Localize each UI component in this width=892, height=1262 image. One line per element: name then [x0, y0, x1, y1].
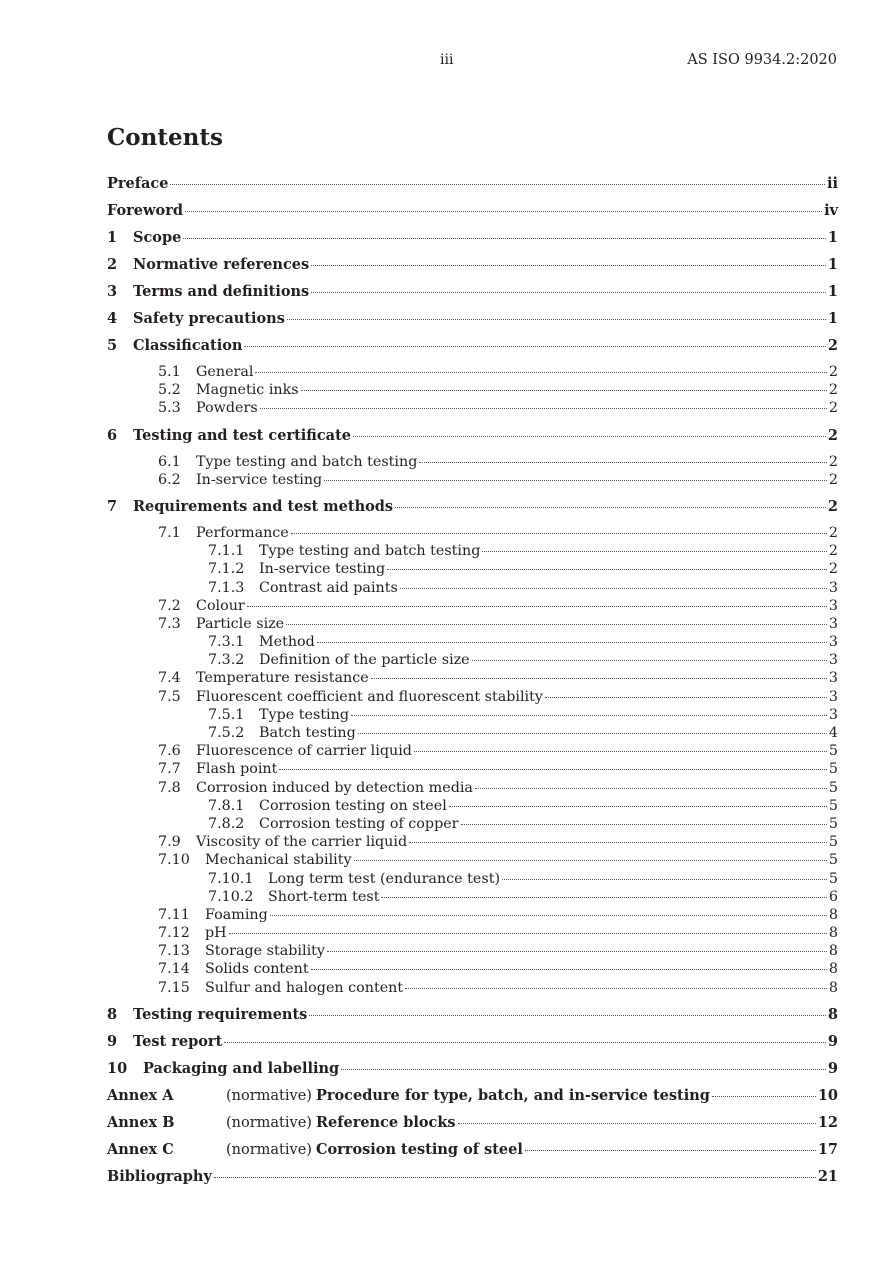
- toc-entry-page: 12: [817, 1113, 838, 1131]
- toc-entry-number: 7.10.2: [208, 888, 254, 905]
- toc-entry-normative: (normative): [226, 1141, 312, 1158]
- toc-leader-dots: [414, 751, 827, 752]
- toc-entry[interactable]: [107, 833, 838, 851]
- toc-entry-title: Storage stability: [205, 943, 325, 960]
- toc-leader-dots: [247, 606, 827, 607]
- toc-leader-dots: [712, 1096, 816, 1097]
- toc-entry-page: iv: [824, 202, 838, 219]
- toc-entry[interactable]: [107, 870, 838, 888]
- toc-entry[interactable]: [107, 597, 838, 615]
- toc-leader-dots: [270, 915, 827, 916]
- toc-entry[interactable]: [107, 542, 838, 560]
- toc-entry-page: 5: [828, 870, 838, 887]
- toc-entry-number: 7: [107, 497, 118, 515]
- toc-leader-dots: [472, 660, 827, 661]
- toc-entry[interactable]: [107, 1113, 838, 1140]
- toc-leader-dots: [311, 265, 826, 266]
- toc-entry[interactable]: [107, 651, 838, 669]
- toc-entry-number: 5.3: [158, 400, 181, 417]
- toc-entry-title: pH: [205, 925, 227, 942]
- page-title: Contents: [107, 124, 223, 151]
- toc-leader-dots: [311, 292, 826, 293]
- toc-entry-title: Corrosion testing of steel: [315, 1140, 523, 1158]
- toc-entry-number: 3: [107, 283, 118, 300]
- toc-entry-page: 2: [828, 400, 838, 417]
- toc-leader-dots: [458, 1123, 816, 1124]
- toc-leader-dots: [387, 569, 827, 570]
- toc-entry[interactable]: [107, 815, 838, 833]
- toc-entry[interactable]: [107, 1005, 838, 1032]
- toc-entry-title: Procedure for type, batch, and in-service testing: [315, 1086, 710, 1104]
- toc-leader-dots: [244, 346, 825, 347]
- toc-entry-number: 7.8.1: [208, 797, 245, 814]
- toc-entry[interactable]: [107, 1140, 838, 1167]
- toc-entry-title: Terms and definitions: [133, 283, 310, 300]
- toc-entry-page: 5: [828, 743, 838, 760]
- toc-entry-number: 7.3.1: [208, 634, 245, 651]
- toc-entry[interactable]: [107, 942, 838, 960]
- toc-entry-page: 8: [827, 1005, 838, 1023]
- toc-entry-title: Requirements and test methods: [133, 497, 394, 515]
- toc-entry-number: 5: [107, 337, 118, 354]
- toc-entry-page: 1: [827, 256, 838, 273]
- toc-entry-page: 1: [827, 229, 838, 246]
- toc-leader-dots: [311, 969, 827, 970]
- toc-entry-title: Packaging and labelling: [143, 1059, 340, 1077]
- page-header: [0, 52, 892, 72]
- toc-entry-number: 7.8.2: [208, 815, 245, 832]
- toc-entry-title: Temperature resistance: [196, 670, 369, 687]
- toc-entry[interactable]: [107, 888, 838, 906]
- toc-entry-title: Corrosion testing on steel: [259, 797, 447, 814]
- toc-entry[interactable]: [107, 706, 838, 724]
- toc-leader-dots: [229, 933, 827, 934]
- toc-entry-number: 7.3.2: [208, 652, 245, 669]
- toc-entry-title: Corrosion testing of copper: [259, 815, 459, 832]
- toc-entry-number: 7.3: [158, 615, 181, 632]
- toc-entry-title: Solids content: [205, 961, 309, 978]
- toc-spacer: [107, 997, 838, 1005]
- toc-entry-number: 10: [107, 1059, 128, 1077]
- toc-leader-dots: [405, 988, 827, 989]
- toc-entry-page: 8: [828, 961, 838, 978]
- toc-entry[interactable]: [107, 560, 838, 578]
- toc-entry-title: Mechanical stability: [205, 852, 352, 869]
- toc-entry-page: 8: [828, 925, 838, 942]
- toc-entry-page: 2: [828, 471, 838, 488]
- toc-entry-page: 6: [828, 888, 838, 905]
- toc-entry-page: 5: [828, 834, 838, 851]
- toc-entry-number: 7.8: [158, 779, 181, 796]
- toc-entry-title: Powders: [196, 400, 258, 417]
- toc-entry-number: 8: [107, 1005, 118, 1023]
- toc-entry[interactable]: [107, 174, 838, 201]
- toc-entry[interactable]: [107, 779, 838, 797]
- toc-leader-dots: [545, 697, 827, 698]
- toc-entry-page: 1: [827, 283, 838, 300]
- toc-leader-dots: [525, 1150, 816, 1151]
- toc-entry-title: In-service testing: [259, 561, 386, 578]
- toc-entry-page: 21: [817, 1167, 838, 1185]
- toc-entry-number: 7.10: [158, 852, 190, 869]
- toc-entry-page: 5: [828, 779, 838, 796]
- toc-entry-title: Flash point: [196, 761, 278, 778]
- toc-entry-page: 3: [828, 597, 838, 614]
- toc-entry-title: Colour: [196, 597, 245, 614]
- toc-entry-title: Method: [259, 634, 315, 651]
- toc-entry-number: 7.5: [158, 688, 181, 705]
- toc-entry-page: 3: [828, 615, 838, 632]
- toc-entry-title: Reference blocks: [315, 1113, 456, 1131]
- toc-entry[interactable]: [107, 399, 838, 417]
- toc-entry-page: ii: [826, 175, 838, 192]
- toc-entry[interactable]: [107, 453, 838, 471]
- toc-entry-number: 7.5.2: [208, 725, 245, 741]
- toc-leader-dots: [419, 462, 827, 463]
- toc-entry-page: 4: [828, 725, 838, 741]
- toc-entry[interactable]: [107, 688, 838, 706]
- toc-entry[interactable]: [107, 797, 838, 815]
- toc-entry-number: 7.6: [158, 743, 181, 760]
- toc-entry-title: Test report: [133, 1032, 223, 1050]
- toc-entry[interactable]: [107, 960, 838, 978]
- toc-entry-number: 7.5.1: [208, 706, 245, 723]
- toc-leader-dots: [449, 806, 827, 807]
- toc-entry-title: Viscosity of the carrier liquid: [196, 834, 408, 851]
- toc-entry-number: 7.11: [158, 906, 190, 923]
- toc-entry-page: 2: [827, 426, 838, 444]
- toc-entry[interactable]: [107, 336, 838, 363]
- toc-entry-number: 9: [107, 1032, 118, 1050]
- toc-entry-page: 9: [827, 1059, 838, 1077]
- toc-entry[interactable]: [107, 255, 838, 282]
- toc-entry-page: 5: [828, 852, 838, 869]
- toc-entry-number: 7.7: [158, 761, 181, 778]
- toc-entry-title: Bibliography: [107, 1167, 212, 1185]
- toc-entry-number: 7.1.1: [208, 543, 245, 560]
- toc-leader-dots: [341, 1069, 826, 1070]
- toc-leader-dots: [502, 879, 827, 880]
- toc-leader-dots: [286, 624, 827, 625]
- toc-leader-dots: [214, 1177, 816, 1178]
- toc-entry-page: 17: [817, 1140, 838, 1158]
- toc-entry-title: Fluorescent coefficient and fluorescent stability: [196, 688, 543, 705]
- toc-entry[interactable]: [107, 1086, 838, 1113]
- toc-leader-dots: [409, 842, 827, 843]
- toc-entry-title: General: [196, 364, 254, 380]
- toc-entry-page: 2: [828, 453, 838, 470]
- toc-entry-title: Definition of the particle size: [259, 652, 470, 669]
- toc-entry[interactable]: [107, 1059, 838, 1086]
- toc-leader-dots: [260, 408, 827, 409]
- toc-entry-page: 1: [827, 310, 838, 327]
- toc-entry-page: 3: [828, 579, 838, 596]
- toc-entry-number: 7.9: [158, 834, 181, 851]
- toc-leader-dots: [400, 588, 827, 589]
- toc-entry-number: 5.1: [158, 364, 181, 380]
- toc-entry-page: 5: [828, 797, 838, 814]
- toc-entry[interactable]: [107, 426, 838, 453]
- toc-entry-title: Particle size: [196, 615, 285, 632]
- toc-entry-page: 10: [817, 1086, 838, 1104]
- toc-entry-title: Testing and test certificate: [133, 426, 351, 444]
- toc-entry[interactable]: [107, 924, 838, 942]
- toc-entry[interactable]: [107, 1167, 838, 1194]
- toc-entry-number: 6.2: [158, 471, 181, 488]
- toc-entry-number: Annex B: [107, 1113, 175, 1131]
- toc-entry-title: Normative references: [133, 256, 310, 273]
- toc-spacer: [107, 489, 838, 497]
- toc-entry-number: 1: [107, 229, 118, 246]
- toc-entry[interactable]: [107, 579, 838, 597]
- toc-entry-title: Type testing: [259, 706, 349, 723]
- toc-entry[interactable]: [107, 1032, 838, 1059]
- toc-entry-title: Type testing and batch testing: [259, 543, 481, 560]
- toc-entry[interactable]: [107, 724, 838, 742]
- toc-entry-number: 2: [107, 256, 118, 273]
- toc-entry-title: Performance: [196, 524, 289, 541]
- toc-entry-title: Foaming: [205, 906, 268, 923]
- toc-entry-page: 2: [828, 524, 838, 541]
- toc-entry-page: 9: [827, 1032, 838, 1050]
- toc-entry-title: Batch testing: [259, 725, 356, 741]
- toc-entry-number: Annex C: [107, 1140, 174, 1158]
- toc-entry-page: 2: [828, 364, 838, 380]
- toc-leader-dots: [224, 1042, 826, 1043]
- toc-entry-number: 5.2: [158, 382, 181, 399]
- toc-leader-dots: [371, 678, 827, 679]
- toc-entry[interactable]: [107, 363, 838, 381]
- toc-entry-page: 2: [827, 337, 838, 354]
- toc-entry-number: 7.2: [158, 597, 181, 614]
- toc-leader-dots: [291, 533, 827, 534]
- toc-leader-dots: [309, 1015, 826, 1016]
- toc-entry-title: Type testing and batch testing: [196, 453, 418, 470]
- toc-entry-number: 7.1: [158, 524, 181, 541]
- toc-leader-dots: [185, 211, 822, 212]
- toc-entry-normative: (normative): [226, 1114, 312, 1131]
- toc-leader-dots: [395, 507, 826, 508]
- toc-entry-title: Corrosion induced by detection media: [196, 779, 473, 796]
- toc-entry-title: Safety precautions: [133, 310, 285, 327]
- toc-entry-page: 2: [828, 543, 838, 560]
- toc-entry[interactable]: [107, 633, 838, 651]
- toc-entry-number: 7.1.3: [208, 579, 245, 596]
- toc-entry-title: Foreword: [107, 202, 183, 219]
- toc-entry[interactable]: [107, 309, 838, 336]
- toc-entry[interactable]: [107, 228, 838, 255]
- toc-entry-normative: (normative): [226, 1087, 312, 1104]
- toc-entry-page: 3: [828, 706, 838, 723]
- toc-leader-dots: [287, 319, 826, 320]
- toc-leader-dots: [475, 788, 827, 789]
- toc-entry[interactable]: [107, 282, 838, 309]
- toc-entry-page: 3: [828, 652, 838, 669]
- toc-entry-title: Scope: [133, 229, 182, 246]
- toc-leader-dots: [461, 824, 827, 825]
- toc-entry-title: Short-term test: [268, 888, 380, 905]
- page-number: iii: [440, 52, 454, 68]
- toc-leader-dots: [324, 480, 827, 481]
- toc-entry[interactable]: [107, 524, 838, 542]
- toc-entry[interactable]: [107, 760, 838, 778]
- toc-entry-title: Classification: [133, 337, 243, 354]
- toc-entry-number: 6: [107, 426, 118, 444]
- toc-entry-number: 7.15: [158, 979, 190, 996]
- toc-leader-dots: [351, 715, 827, 716]
- toc-entry-number: Annex A: [107, 1086, 174, 1104]
- toc-entry-page: 2: [828, 382, 838, 399]
- toc-entry-title: Sulfur and halogen content: [205, 979, 404, 996]
- toc-entry-number: 4: [107, 310, 118, 327]
- toc-leader-dots: [301, 390, 827, 391]
- toc-entry[interactable]: [107, 381, 838, 399]
- toc-entry-number: 6.1: [158, 453, 181, 470]
- toc-entry-title: Contrast aid paints: [259, 579, 398, 596]
- toc-entry-page: 8: [828, 979, 838, 996]
- toc-entry[interactable]: [107, 851, 838, 869]
- toc-spacer: [107, 418, 838, 426]
- toc-leader-dots: [358, 733, 827, 734]
- toc-entry-page: 3: [828, 688, 838, 705]
- toc-entry-number: 7.4: [158, 670, 181, 687]
- toc-entry-number: 7.10.1: [208, 870, 254, 887]
- toc-entry-title: Testing requirements: [133, 1005, 308, 1023]
- toc-entry-page: 8: [828, 906, 838, 923]
- toc-entry[interactable]: [107, 497, 838, 524]
- toc-leader-dots: [327, 951, 827, 952]
- document-id: AS ISO 9934.2:2020: [687, 52, 837, 68]
- toc-entry-number: 7.1.2: [208, 561, 245, 578]
- toc-entry-number: 7.12: [158, 925, 190, 942]
- toc-entry[interactable]: [107, 471, 838, 489]
- toc-entry[interactable]: [107, 979, 838, 997]
- table-of-contents: [107, 174, 838, 1194]
- toc-entry-page: 3: [828, 670, 838, 687]
- toc-entry-title: Fluorescence of carrier liquid: [196, 743, 412, 760]
- toc-entry-title: Long term test (endurance test): [268, 870, 501, 887]
- toc-leader-dots: [354, 860, 827, 861]
- toc-entry-title: In-service testing: [196, 471, 323, 488]
- toc-entry-number: 7.13: [158, 943, 190, 960]
- toc-entry-number: 7.14: [158, 961, 190, 978]
- toc-entry[interactable]: [107, 615, 838, 633]
- toc-entry[interactable]: [107, 906, 838, 924]
- toc-entry-page: 2: [828, 561, 838, 578]
- toc-entry-title: Magnetic inks: [196, 382, 299, 399]
- toc-entry[interactable]: [107, 669, 838, 687]
- toc-entry-page: 5: [828, 761, 838, 778]
- toc-leader-dots: [381, 897, 826, 898]
- toc-leader-dots: [482, 551, 827, 552]
- toc-leader-dots: [183, 238, 826, 239]
- toc-leader-dots: [279, 769, 827, 770]
- toc-entry-page: 5: [828, 815, 838, 832]
- toc-leader-dots: [353, 436, 826, 437]
- toc-entry[interactable]: [107, 201, 838, 228]
- toc-leader-dots: [317, 642, 827, 643]
- toc-entry[interactable]: [107, 742, 838, 760]
- toc-entry-page: 8: [828, 943, 838, 960]
- toc-entry-page: 3: [828, 634, 838, 651]
- toc-leader-dots: [170, 184, 825, 185]
- toc-entry-title: Preface: [107, 175, 169, 192]
- toc-leader-dots: [255, 372, 826, 373]
- toc-entry-page: 2: [827, 497, 838, 515]
